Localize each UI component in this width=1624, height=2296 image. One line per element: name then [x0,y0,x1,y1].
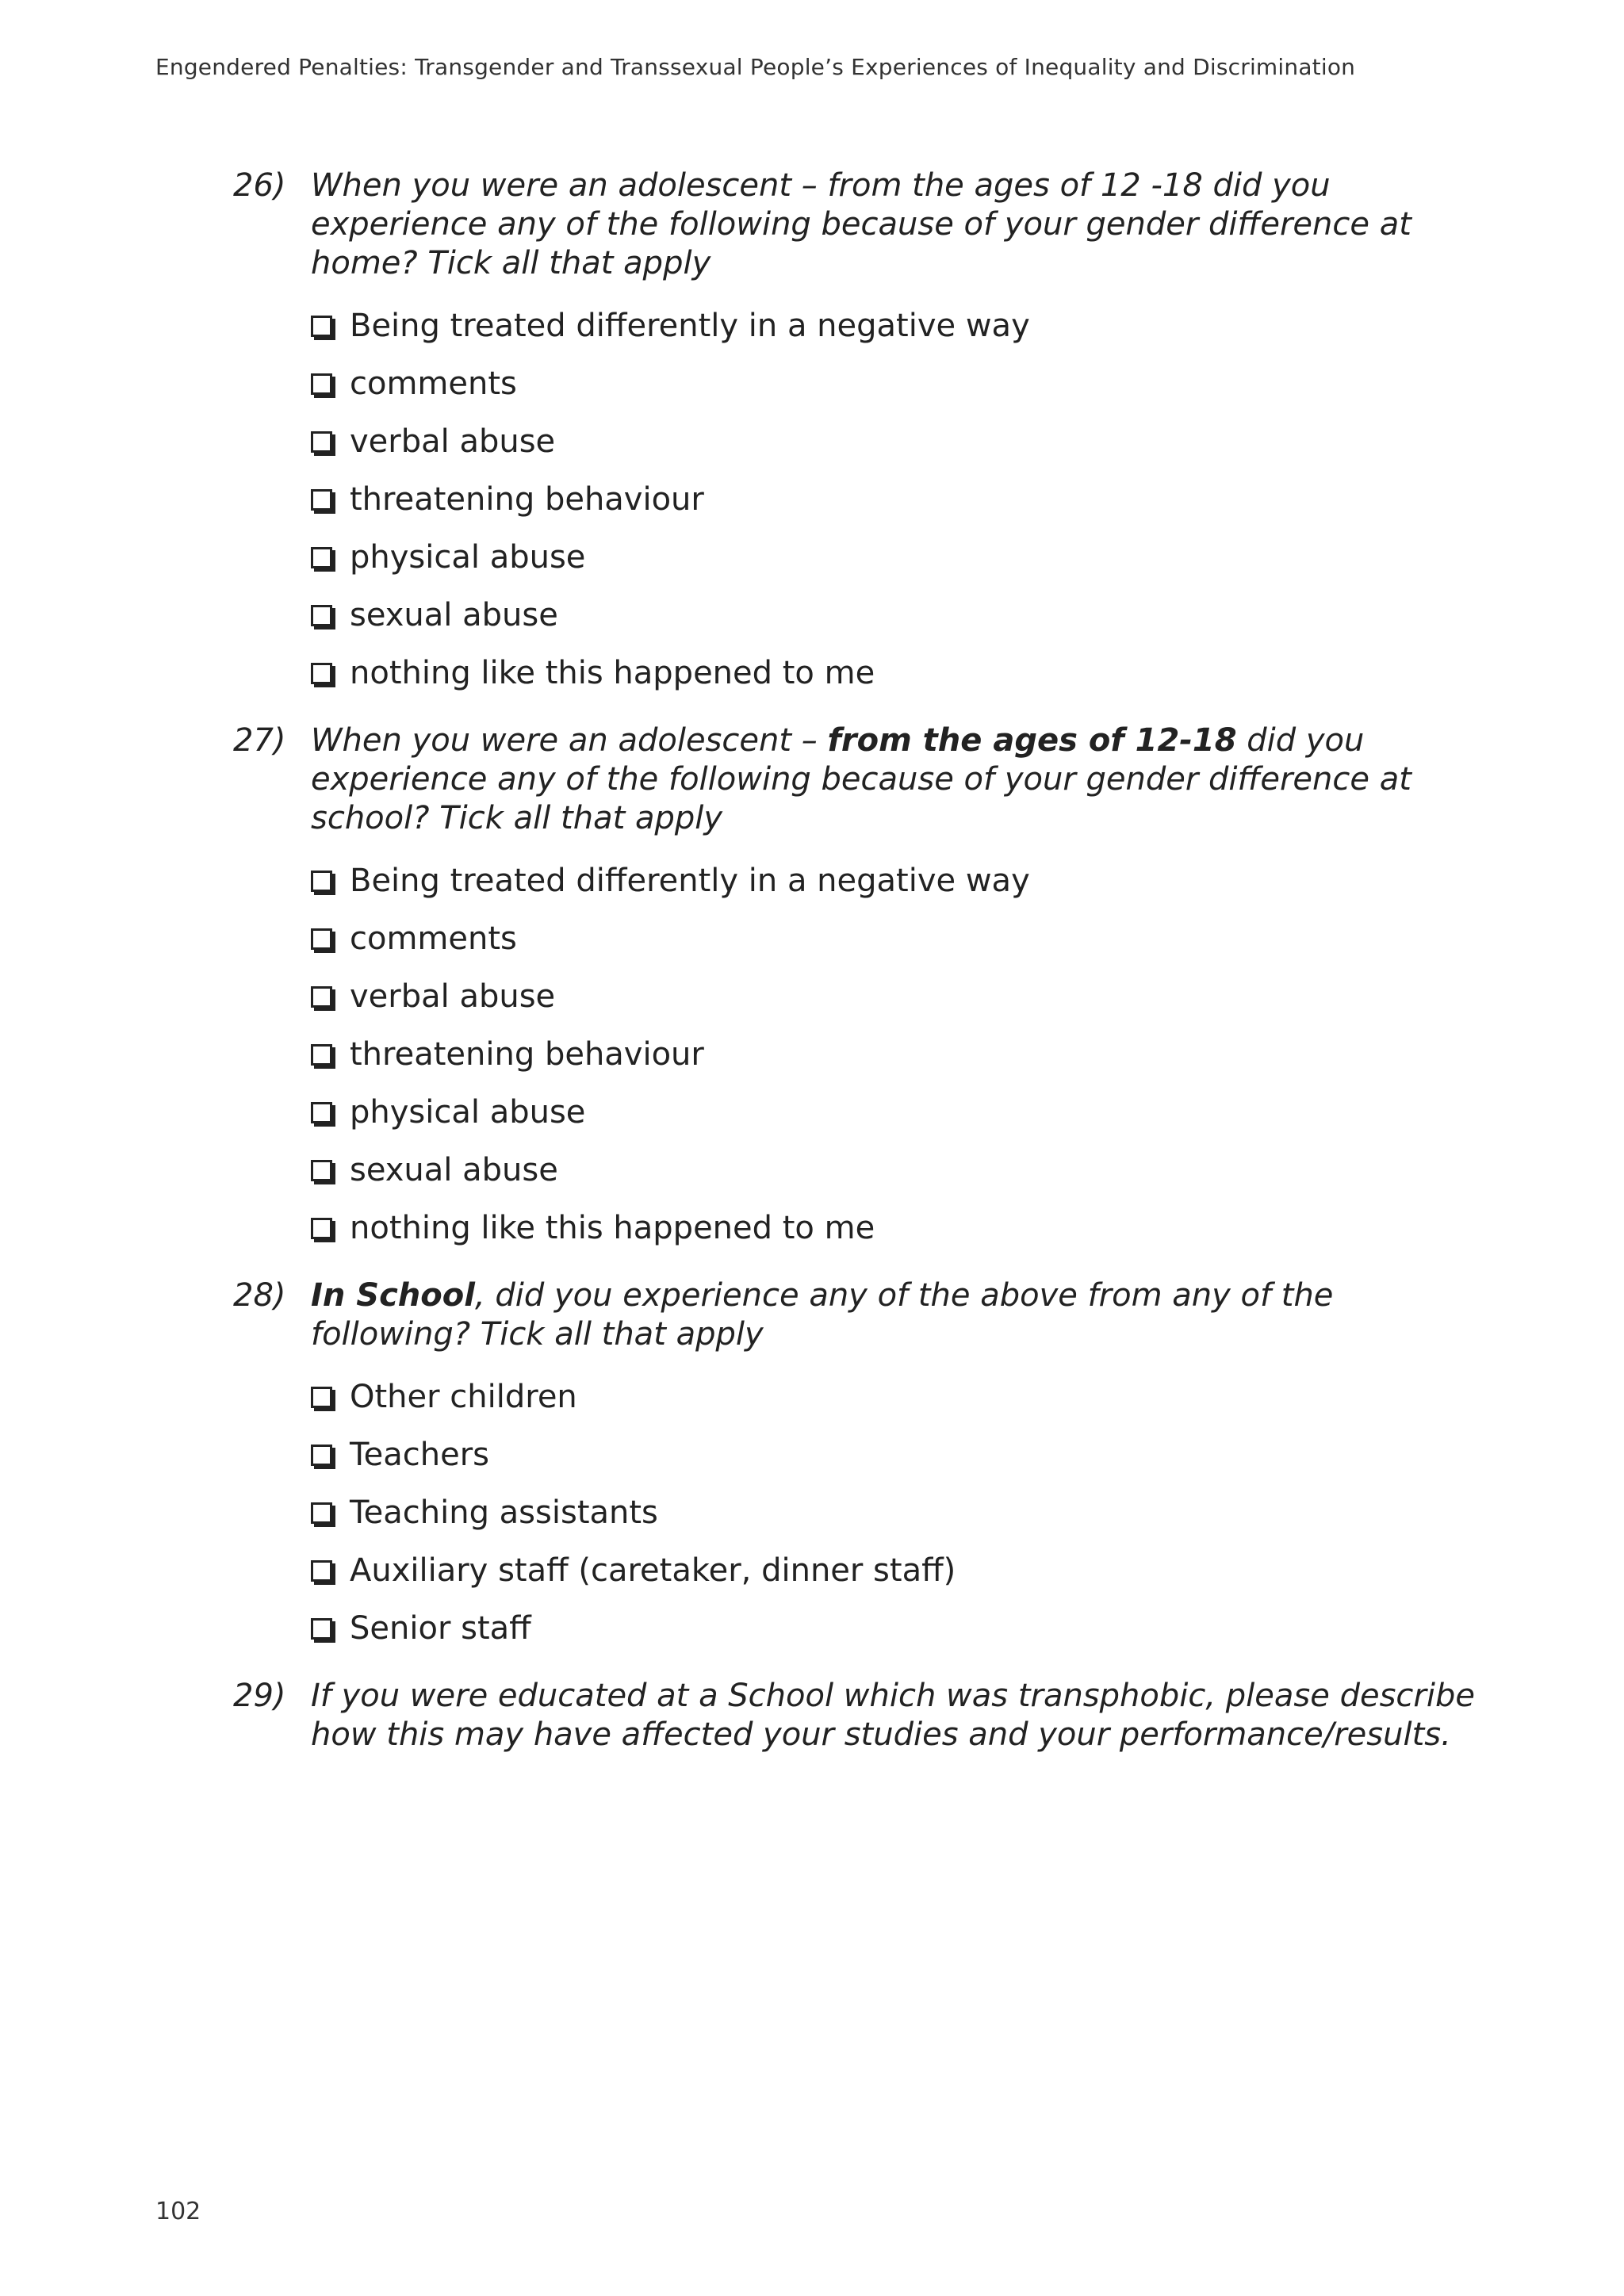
option-row[interactable] [311,1426,1502,1484]
option-label: Teaching assistants [350,1494,658,1531]
option-label: nothing like this happened to me [350,1210,875,1246]
question-27 [233,721,1502,1257]
question-28 [233,1276,1502,1658]
option-label: comments [350,920,517,957]
option-label: verbal abuse [350,423,556,460]
checkbox-icon[interactable] [311,1387,332,1408]
option-row[interactable] [311,968,1502,1026]
option-row[interactable] [311,645,1502,702]
question-number: 26) [233,167,286,204]
running-header: Engendered Penalties: Transgender and Transsexual People’s Experiences of Inequality and Discrimination [155,54,1356,80]
option-row[interactable] [311,1600,1502,1658]
option-label: comments [350,365,517,402]
checkbox-icon[interactable] [311,1218,332,1239]
checkbox-icon[interactable] [311,1160,332,1181]
option-row[interactable] [311,1368,1502,1426]
option-row[interactable] [311,413,1502,471]
checkbox-icon[interactable] [311,1618,332,1640]
option-label: Being treated differently in a negative way [350,863,1030,899]
checkbox-icon[interactable] [311,489,332,511]
option-list [311,852,1502,1257]
checkbox-icon[interactable] [311,1445,332,1466]
option-label: sexual abuse [350,597,558,633]
option-label: threatening behaviour [350,1036,704,1073]
option-label: Senior staff [350,1610,531,1647]
option-label: Teachers [350,1437,489,1473]
option-label: Auxiliary staff (caretaker, dinner staff) [350,1552,956,1589]
checkbox-icon[interactable] [311,1102,332,1123]
checkbox-icon[interactable] [311,547,332,568]
option-label: sexual abuse [350,1152,558,1188]
checkbox-icon[interactable] [311,663,332,684]
emphasis-text: In School [311,1277,475,1314]
option-row[interactable] [311,587,1502,645]
page-number: 102 [155,2198,201,2225]
question-text: If you were educated at a School which was transphobic, please describe how this may have affected your studies and your performance/results. [311,1678,1475,1753]
option-row[interactable] [311,1142,1502,1200]
option-label: Other children [350,1379,577,1415]
option-label: nothing like this happened to me [350,655,875,691]
checkbox-icon[interactable] [311,1044,332,1066]
emphasis-text: from the ages of 12-18 [827,722,1237,759]
question-number: 28) [233,1277,286,1314]
option-row[interactable] [311,910,1502,968]
option-row[interactable] [311,1084,1502,1142]
option-row[interactable] [311,529,1502,587]
question-text: When you were an adolescent – from the ages of 12 -18 did you experience any of the following because of your gender difference at home? Tick all that apply [311,167,1411,281]
question-text: In School, did you experience any of the above from any of the following? Tick all that apply [311,1277,1334,1353]
option-label: verbal abuse [350,978,556,1015]
checkbox-icon[interactable] [311,928,332,950]
option-row[interactable] [311,297,1502,355]
question-29 [233,1677,1502,1755]
option-row[interactable] [311,1200,1502,1257]
option-row[interactable] [311,1026,1502,1084]
option-row[interactable] [311,1484,1502,1542]
checkbox-icon[interactable] [311,871,332,892]
option-row[interactable] [311,852,1502,910]
question-number: 27) [233,722,286,759]
option-label: physical abuse [350,1094,586,1131]
option-label: physical abuse [350,539,586,576]
option-label: threatening behaviour [350,481,704,518]
option-row[interactable] [311,1542,1502,1600]
checkbox-icon[interactable] [311,316,332,337]
option-row[interactable] [311,471,1502,529]
checkbox-icon[interactable] [311,1502,332,1524]
questionnaire [233,166,1502,1755]
option-row[interactable] [311,355,1502,413]
option-list [311,297,1502,702]
option-list [311,1368,1502,1658]
checkbox-icon[interactable] [311,373,332,395]
checkbox-icon[interactable] [311,986,332,1008]
question-text: When you were an adolescent – from the ages of 12-18 did you experience any of the following because of your gender difference at school? Tick all that apply [311,722,1411,836]
checkbox-icon[interactable] [311,605,332,626]
question-26 [233,166,1502,702]
checkbox-icon[interactable] [311,1560,332,1582]
question-number: 29) [233,1678,286,1714]
checkbox-icon[interactable] [311,431,332,453]
option-label: Being treated differently in a negative way [350,308,1030,344]
